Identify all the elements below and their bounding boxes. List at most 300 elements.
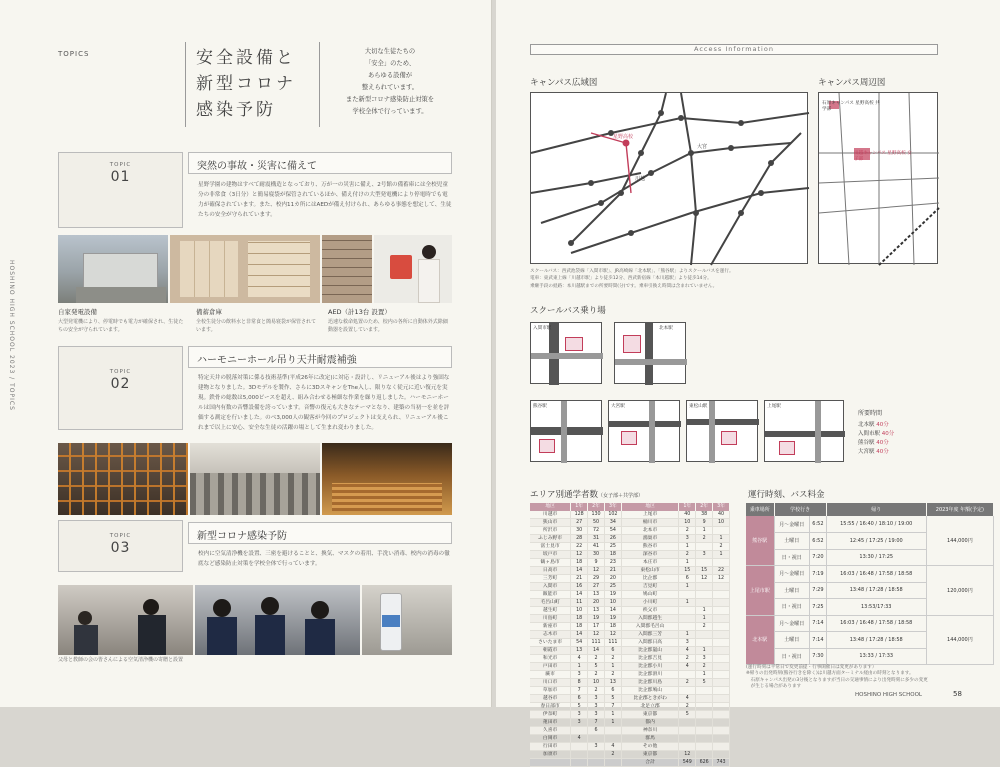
table-cell: 3: [696, 550, 713, 558]
table-cell: [713, 526, 730, 534]
bus-stop-map-1: [530, 322, 602, 384]
map-campus-ishihara: 石原キャンパス 星野高校 共学部: [822, 101, 880, 112]
table-cell: [696, 750, 713, 758]
table-cell: 東松山市: [621, 566, 678, 574]
table-cell: 120,000円: [926, 566, 993, 616]
topic-label: TOPIC: [109, 162, 132, 168]
table-cell: 16:03 / 16:48 / 17:58 / 18:58: [826, 615, 926, 632]
intro-line: 整えられています。: [361, 84, 419, 91]
table-cell: 越生町: [530, 606, 571, 614]
table-cell: 40: [679, 511, 696, 519]
table-cell: [696, 702, 713, 710]
table-cell: 3: [571, 710, 588, 718]
area-table: [530, 503, 730, 767]
table-cell: 12: [588, 566, 605, 574]
travel-time-row: 北本駅 40分: [858, 422, 889, 428]
table-cell: 戸田市: [530, 662, 571, 670]
table-cell: 7:25: [810, 599, 827, 616]
table-cell: [696, 742, 713, 750]
topics-label: TOPICS: [58, 50, 90, 58]
table-cell: 神奈川: [621, 726, 678, 734]
table-cell: 日高市: [530, 566, 571, 574]
table-cell: 熊谷駅: [746, 516, 774, 566]
area-header-cell: 2年: [696, 503, 713, 511]
table-cell: [588, 750, 605, 758]
table-cell: 13:48 / 17:28 / 18:58: [826, 632, 926, 649]
table-cell: 13: [571, 646, 588, 654]
table-cell: [696, 558, 713, 566]
table-cell: 14: [571, 590, 588, 598]
table-cell: 日・祝日: [774, 549, 810, 566]
table-cell: 6: [588, 726, 605, 734]
bus-stop-label: 入間市駅: [533, 326, 552, 331]
table-cell: 川越市: [530, 511, 571, 519]
table-cell: さいたま市: [530, 638, 571, 646]
travel-time-row: 入間市駅 40分: [858, 431, 895, 437]
table-cell: 入間市: [530, 582, 571, 590]
area-header-cell: 1年: [571, 503, 588, 511]
table-cell: 6: [679, 574, 696, 582]
ceiling-photo: [190, 443, 320, 515]
bus-header-cell: 学校行き: [774, 503, 826, 516]
table-row: [530, 750, 730, 758]
bus-stop-map-2: [614, 322, 686, 384]
table-cell: 本庄市: [621, 558, 678, 566]
table-cell: 7:19: [810, 566, 827, 583]
table-cell: [571, 742, 588, 750]
table-cell: 19: [604, 614, 621, 622]
table-cell: 4: [571, 654, 588, 662]
title-line: 新型コロナ: [196, 74, 296, 94]
table-cell: 川島町: [530, 614, 571, 622]
page-number: 58: [953, 690, 962, 698]
table-cell: 128: [571, 511, 588, 519]
table-cell: [713, 662, 730, 670]
table-cell: 21: [571, 574, 588, 582]
aed-photo: [374, 235, 452, 303]
table-row: [530, 526, 730, 534]
table-row: [530, 606, 730, 614]
intro-line: 学校全体で行っています。: [352, 108, 428, 115]
bus-note: ※帰りの出発時刻(熊谷行きを除く)は川越方面ターミナル経由の時刻となります。: [746, 671, 914, 677]
table-cell: 20: [604, 574, 621, 582]
table-cell: 10: [679, 518, 696, 526]
legend-line: 乗継手段の経路：本川越駅までの所要時間(分)です。乗車引換え時間は含まれていません。: [530, 283, 718, 289]
bus-table-body: [746, 516, 994, 665]
travel-time-row: 大宮駅 40分: [858, 449, 889, 455]
table-cell: 54: [571, 638, 588, 646]
table-cell: 19: [604, 590, 621, 598]
table-cell: [696, 630, 713, 638]
table-cell: [679, 734, 696, 742]
table-cell: 15:55 / 16:40 / 18:10 / 19:00: [826, 516, 926, 533]
table-cell: 54: [604, 526, 621, 534]
table-cell: 4: [604, 742, 621, 750]
topic-label: TOPIC: [109, 369, 132, 375]
table-cell: 鴻巣市: [621, 534, 678, 542]
table-cell: 月〜金曜日: [774, 566, 810, 583]
table-cell: 10: [588, 678, 605, 686]
table-cell: 25: [604, 582, 621, 590]
topic-label: TOPIC: [109, 533, 132, 539]
table-cell: 川口市: [530, 678, 571, 686]
topic-title-01: 突然の事故・災害に備えて: [188, 152, 452, 174]
table-cell: 入間郡日高: [621, 638, 678, 646]
table-cell: [713, 670, 730, 678]
table-cell: [679, 622, 696, 630]
table-cell: [713, 734, 730, 742]
table-cell: 1: [679, 542, 696, 550]
table-cell: 15: [679, 566, 696, 574]
table-cell: [696, 582, 713, 590]
bus-table-header: [746, 503, 994, 516]
table-cell: 小川町: [621, 598, 678, 606]
table-cell: 626: [696, 758, 713, 766]
table-cell: 18: [571, 614, 588, 622]
table-cell: 7:20: [810, 549, 827, 566]
table-cell: 10: [604, 598, 621, 606]
table-cell: [713, 622, 730, 630]
table-cell: 25: [604, 542, 621, 550]
table-cell: 加須市: [530, 750, 571, 758]
table-cell: 9: [696, 518, 713, 526]
table-row: [530, 558, 730, 566]
table-cell: 16:03 / 16:48 / 17:58 / 18:58: [826, 566, 926, 583]
topic-badge-03: [58, 520, 183, 572]
table-row: [530, 726, 730, 734]
table-row: [530, 710, 730, 718]
table-cell: 東京都: [621, 750, 678, 758]
bus-stop-label: 上尾駅: [767, 404, 781, 409]
table-row: [530, 614, 730, 622]
table-cell: 1: [679, 582, 696, 590]
bus-stop-label: 熊谷駅: [533, 404, 547, 409]
table-cell: 2: [679, 526, 696, 534]
table-cell: 13:53/17:33: [826, 599, 926, 616]
table-cell: 5: [604, 694, 621, 702]
table-cell: 12:45 / 17:25 / 19:00: [826, 533, 926, 550]
table-cell: 蕨市: [530, 670, 571, 678]
table-cell: [571, 750, 588, 758]
sanitizer-photo: [362, 585, 452, 655]
table-cell: 2: [696, 622, 713, 630]
air-purifier-photo: [58, 585, 193, 655]
storage-desc: 全校生徒分の飲料水と非常食と簡易寝袋が保管されています。: [196, 319, 317, 333]
table-cell: その他: [621, 742, 678, 750]
table-cell: 三芳町: [530, 574, 571, 582]
table-cell: 6: [604, 686, 621, 694]
table-cell: 27: [588, 582, 605, 590]
table-cell: [713, 694, 730, 702]
table-cell: 144,000円: [926, 516, 993, 566]
table-cell: 4: [571, 734, 588, 742]
table-cell: [530, 758, 571, 766]
students-photo: [195, 585, 360, 655]
table-cell: 越谷市: [530, 694, 571, 702]
aed-wall-photo: [322, 235, 372, 303]
table-cell: 2: [588, 670, 605, 678]
table-cell: 18: [571, 622, 588, 630]
intro-line: 大切な生徒たちの: [364, 48, 416, 55]
table-row: [530, 534, 730, 542]
table-cell: [604, 734, 621, 742]
table-cell: 比企郡滑川: [621, 670, 678, 678]
table-cell: 5: [571, 702, 588, 710]
table-cell: 伊奈町: [530, 710, 571, 718]
table-cell: 3: [571, 670, 588, 678]
table-row: [746, 566, 994, 583]
table-cell: [713, 590, 730, 598]
table-cell: 6:52: [810, 533, 827, 550]
legend-line: スクールバス：西武池袋線「入間市駅」、JR高崎線「北本駅」、「熊谷駅」よりスクールバスを運行。: [530, 269, 734, 274]
table-cell: 1: [696, 614, 713, 622]
table-cell: 所沢市: [530, 526, 571, 534]
table-cell: 40: [713, 511, 730, 519]
table-row: [530, 582, 730, 590]
table-cell: 4: [679, 646, 696, 654]
table-cell: 19: [588, 614, 605, 622]
table-cell: 34: [604, 518, 621, 526]
bus-stop-label: 大宮駅: [611, 404, 625, 409]
table-row: [530, 638, 730, 646]
table-row: [530, 574, 730, 582]
campus-area-title: キャンパス周辺図: [818, 78, 886, 88]
table-cell: [604, 726, 621, 734]
topic-title-03: 新型コロナ感染予防: [188, 522, 452, 544]
table-cell: 比企郡吉見: [621, 654, 678, 662]
table-cell: 新座市: [530, 622, 571, 630]
rail-map-svg: [531, 93, 809, 265]
table-cell: 3: [588, 702, 605, 710]
table-cell: [696, 542, 713, 550]
table-cell: 3: [696, 654, 713, 662]
table-cell: 合計: [621, 758, 678, 766]
table-cell: 比企郡川島: [621, 678, 678, 686]
map-label-omiya: 大宮: [697, 144, 708, 150]
title-line: 安全設備と: [196, 48, 296, 68]
table-cell: 2: [604, 654, 621, 662]
bus-header-cell: 帰り: [826, 503, 926, 516]
table-cell: [713, 582, 730, 590]
table-cell: 5: [588, 662, 605, 670]
intro-line: 「安全」のため、: [364, 60, 416, 67]
table-cell: 1: [679, 630, 696, 638]
table-cell: 1: [604, 710, 621, 718]
travel-time-title: 所要時間: [858, 410, 883, 417]
table-row: [530, 662, 730, 670]
covid-photo-caption: 父母と教師の会の皆さんによる空気清浄機の寄贈と設置: [58, 657, 184, 663]
table-cell: [713, 742, 730, 750]
table-cell: 坂戸市: [530, 550, 571, 558]
table-cell: 比企郡鳩山: [621, 686, 678, 694]
table-cell: 比企郡ときがわ: [621, 694, 678, 702]
topic-body-01: 星野学園の建物はすべて耐震構造となっており、万が一の災害に備え、2号館の備蓄庫には全校児童分の非常食（3日分）と簡易寝袋が保管されているほか、備え付けの大型発電機により停電時でも電力が確保されています。また、校内11カ所にはAEDが備え付けられ、あらゆる事態を想定して、生徒たちの安全が守られています。: [198, 182, 452, 218]
table-cell: 1: [571, 662, 588, 670]
table-cell: 14: [571, 630, 588, 638]
table-cell: 29: [588, 574, 605, 582]
table-cell: 13:33 / 17:33: [826, 648, 926, 665]
campus-area-map: [818, 92, 938, 264]
area-table-body: [530, 511, 730, 767]
table-cell: 毛呂山町: [530, 598, 571, 606]
table-cell: 2: [679, 550, 696, 558]
area-map-svg: [819, 93, 939, 265]
table-cell: 12: [679, 750, 696, 758]
table-cell: 和光市: [530, 654, 571, 662]
table-row: [530, 654, 730, 662]
aed-caption: AED（計13台 設置）: [328, 308, 391, 316]
table-cell: 13: [588, 606, 605, 614]
table-cell: [713, 646, 730, 654]
topic-badge-02: [58, 346, 183, 430]
table-cell: [713, 750, 730, 758]
table-cell: 12: [571, 550, 588, 558]
page-title: [185, 42, 320, 127]
table-cell: 22: [571, 542, 588, 550]
area-header-cell: 2年: [588, 503, 605, 511]
table-cell: 13: [604, 678, 621, 686]
table-cell: 3: [571, 718, 588, 726]
table-cell: 1: [679, 598, 696, 606]
table-row: [530, 518, 730, 526]
table-row: [530, 646, 730, 654]
table-cell: 6: [604, 646, 621, 654]
table-cell: 6:52: [810, 516, 827, 533]
table-row: [530, 702, 730, 710]
table-cell: 9: [588, 558, 605, 566]
table-cell: 1: [604, 718, 621, 726]
table-cell: 6: [571, 694, 588, 702]
table-row: [530, 590, 730, 598]
table-cell: 14: [571, 566, 588, 574]
bus-stop-map-4: [608, 400, 680, 462]
table-cell: 東京都: [621, 710, 678, 718]
table-cell: 7: [588, 718, 605, 726]
table-cell: [713, 710, 730, 718]
table-cell: 10: [571, 606, 588, 614]
table-cell: 1: [713, 550, 730, 558]
storage-caption: 備蓄倉庫: [196, 308, 222, 316]
table-cell: 5: [679, 710, 696, 718]
table-cell: 2: [679, 654, 696, 662]
table-cell: 4: [679, 662, 696, 670]
table-cell: [679, 670, 696, 678]
table-row: [530, 670, 730, 678]
intro-line: また新型コロナ感染防止対策を: [345, 96, 435, 103]
table-row: [530, 734, 730, 742]
table-cell: 22: [713, 566, 730, 574]
table-cell: [679, 606, 696, 614]
bus-note: (運行時刻は平常日で変更前提・行事開催日は変更があります）: [746, 665, 877, 670]
table-cell: 日・祝日: [774, 648, 810, 665]
table-cell: [713, 654, 730, 662]
access-header: Access Information: [530, 44, 938, 55]
generator-desc: 大型発電機により、停電時でも電力が確保され、生徒たちの安全が守られています。: [58, 319, 184, 333]
table-cell: 3: [588, 694, 605, 702]
table-cell: 14: [604, 606, 621, 614]
table-row: [530, 686, 730, 694]
table-cell: [696, 638, 713, 646]
bus-title: 運行時刻、バス料金: [748, 490, 825, 500]
table-cell: 草加市: [530, 686, 571, 694]
right-page: [496, 0, 1000, 765]
table-cell: [604, 758, 621, 766]
area-header-cell: 地区: [530, 503, 571, 511]
topic-number: 01: [110, 169, 131, 185]
table-cell: 102: [604, 511, 621, 519]
table-cell: [713, 702, 730, 710]
table-cell: 7:14: [810, 615, 827, 632]
table-cell: 41: [588, 542, 605, 550]
table-cell: [571, 726, 588, 734]
table-cell: 北本市: [621, 526, 678, 534]
table-cell: 38: [696, 511, 713, 519]
map-label-hoshino: 星野高校: [613, 134, 634, 140]
generator-caption: 自家発電設備: [58, 308, 97, 316]
table-cell: 比企郡嵐山: [621, 646, 678, 654]
table-cell: [679, 718, 696, 726]
table-cell: 北足立郡: [621, 702, 678, 710]
table-cell: 72: [588, 526, 605, 534]
table-cell: 2: [588, 686, 605, 694]
table-cell: [679, 726, 696, 734]
table-cell: 2: [604, 670, 621, 678]
table-cell: 月〜金曜日: [774, 516, 810, 533]
table-cell: [713, 638, 730, 646]
table-cell: 志木市: [530, 630, 571, 638]
table-row: [530, 511, 730, 519]
table-cell: 上尾市: [621, 511, 678, 519]
table-cell: 7: [604, 702, 621, 710]
table-cell: [571, 758, 588, 766]
table-cell: 1: [696, 606, 713, 614]
bus-note: 石原キャンパス出発の3分後となりますが当日の交通事情により出発時刻に多少の変更: [746, 677, 928, 683]
table-cell: 10: [713, 518, 730, 526]
table-cell: 7: [571, 686, 588, 694]
table-cell: 16: [571, 582, 588, 590]
table-cell: 2: [713, 542, 730, 550]
table-row: [746, 615, 994, 632]
table-cell: 2: [679, 678, 696, 686]
table-cell: [713, 718, 730, 726]
table-cell: [696, 694, 713, 702]
table-row: [530, 630, 730, 638]
table-cell: 群馬: [621, 734, 678, 742]
aed-desc: 迅速な救命処置のため、校内の各所に自動体外式除細動器を設置しています。: [328, 319, 448, 333]
map-legend: [530, 268, 940, 290]
table-cell: 7:14: [810, 632, 827, 649]
table-cell: 1: [696, 526, 713, 534]
table-cell: 26: [604, 534, 621, 542]
area-header-cell: 1年: [679, 503, 696, 511]
table-cell: 春日部市: [530, 702, 571, 710]
table-row: [530, 542, 730, 550]
scaffold-photo: [58, 443, 188, 515]
legend-line: 電車：東武東上線「川越市駅」より徒歩12分、西武新宿線「本川越駅」より徒歩14分。: [530, 276, 712, 282]
table-cell: 蓮田市: [530, 718, 571, 726]
table-cell: 入間郡毛呂山: [621, 622, 678, 630]
table-cell: 2: [588, 654, 605, 662]
table-cell: 3: [588, 742, 605, 750]
footer-label: HOSHINO HIGH SCHOOL: [855, 692, 922, 698]
bus-note: が生じる場合があります: [746, 684, 802, 690]
table-cell: 14: [588, 646, 605, 654]
bus-header-cell: 2023年度 年額(予定): [926, 503, 993, 516]
topic-number: 03: [110, 540, 131, 556]
table-cell: [679, 614, 696, 622]
table-cell: 北本駅: [746, 615, 774, 665]
table-cell: 熊谷市: [621, 542, 678, 550]
